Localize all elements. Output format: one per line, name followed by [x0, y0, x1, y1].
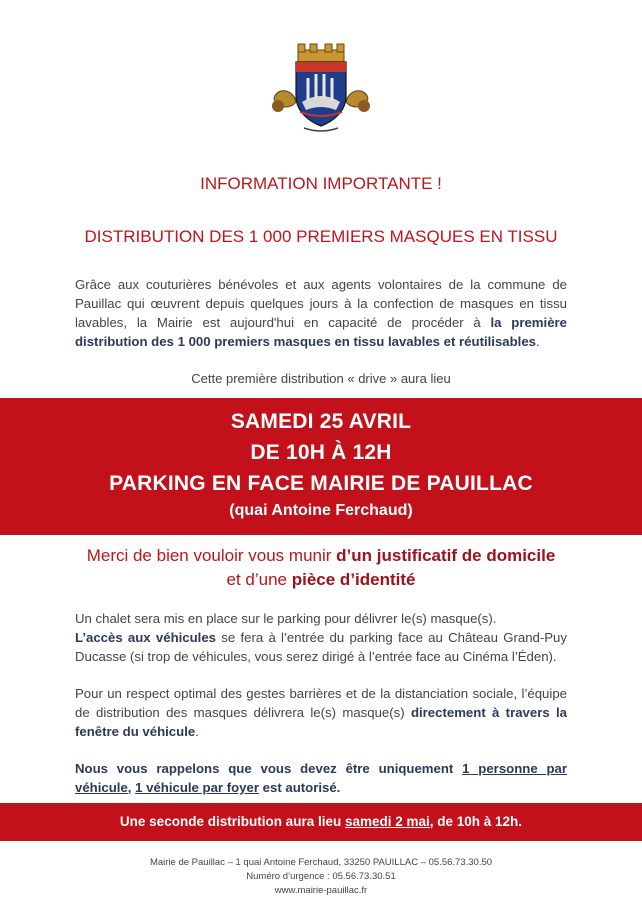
rappel-sep: ,: [127, 780, 136, 795]
intro-paragraph: [75, 275, 567, 351]
seconde-date: samedi 2 mai: [344, 814, 430, 829]
event-banner: [0, 398, 642, 535]
footer: [0, 856, 642, 898]
documents-notice: [0, 544, 642, 592]
merci-bold-domicile: d’un justificatif de domicile: [336, 546, 556, 565]
intro-end: .: [536, 334, 540, 349]
event-address: (quai Antoine Ferchaud): [229, 502, 413, 519]
seconde-text: Une seconde distribution aura lieu: [119, 814, 345, 829]
chalet-line-1: Un chalet sera mis en place sur le parking pour délivrer le(s) masque(s).: [75, 611, 497, 626]
merci-bold-identite: pièce d’identité: [291, 570, 416, 589]
rappel-paragraph: [75, 759, 567, 797]
rappel-end: est autorisé.: [258, 780, 341, 795]
page-title: INFORMATION IMPORTANTE !: [200, 174, 442, 193]
footer-emergency: Numéro d’urgence : 05.56.73.30.51: [246, 871, 396, 882]
respect-text: Pour un respect optimal des gestes barrières et de la distanciation sociale, l’équipe de distribution des masques délivrera le(s) masque(s): [75, 686, 567, 720]
seconde-end: , de 10h à 12h.: [429, 814, 523, 829]
chalet-rest: se fera à l’entrée du parking face au Château Grand-Puy Ducasse (si trop de véhicules, vous serez dirigé à l’entrée face au Cinéma l’Éden).: [75, 630, 567, 664]
crown-icon: [298, 44, 344, 62]
chalet-bold: L’accès aux véhicules: [75, 630, 217, 645]
intro-text: Grâce aux couturières bénévoles et aux agents volontaires de la commune de Pauillac qui œuvrent depuis quelques jours à la confection de masques en tissu lavables, la Mairie est aujourd'hui en capacité de procéder à: [75, 277, 567, 330]
footer-website: www.mairie-pauillac.fr: [274, 885, 368, 896]
coat-of-arms-logo: [266, 40, 376, 135]
event-time: DE 10H À 12H: [250, 441, 392, 464]
merci-text: Merci de bien vouloir vous munir: [86, 546, 337, 565]
intro-bold: la première distribution des 1 000 premiers masques en tissu lavables et réutilisables: [75, 315, 568, 349]
respect-end: .: [195, 724, 199, 739]
footer-address: Mairie de Pauillac – 1 quai Antoine Ferchaud, 33250 PAUILLAC – 05.56.73.30.50: [149, 857, 493, 868]
rappel-underline-2: 1 véhicule par foyer: [135, 780, 259, 795]
respect-paragraph: [75, 684, 567, 741]
event-place: PARKING EN FACE MAIRIE DE PAUILLAC: [109, 472, 533, 495]
page-subtitle: DISTRIBUTION DES 1 000 PREMIERS MASQUES EN TISSU: [84, 227, 558, 246]
drive-line: Cette première distribution « drive » aura lieu: [191, 371, 451, 386]
event-date: SAMEDI 25 AVRIL: [230, 410, 412, 433]
second-distribution-banner: [0, 803, 642, 841]
respect-bold: directement à travers la fenêtre du véhicule: [75, 705, 567, 739]
shield-icon: [296, 62, 346, 126]
rappel-text: Nous vous rappelons que vous devez être uniquement: [75, 761, 463, 776]
chalet-paragraph: [75, 609, 567, 666]
merci-text-2: et d’une: [226, 570, 292, 589]
rappel-underline-1: 1 personne par véhicule: [75, 761, 567, 795]
